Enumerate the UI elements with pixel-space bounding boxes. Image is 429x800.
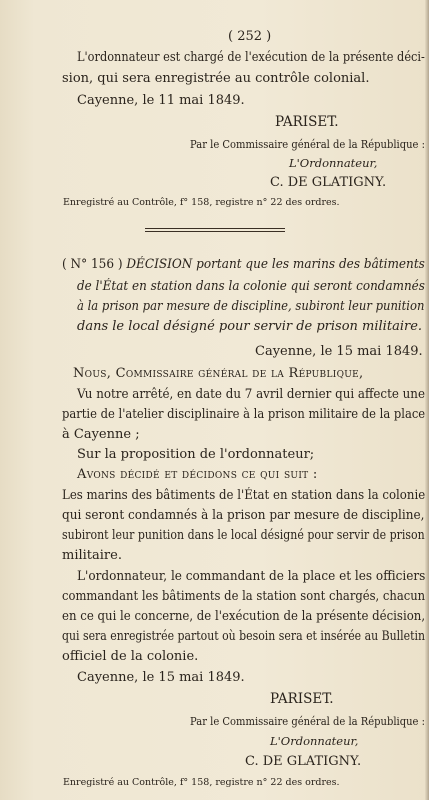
registration-note: Enregistré au Contrôle, f° 158, registre n° 22 des ordres. [63, 777, 340, 788]
decision-heading-line: de l'État en station dans la colonie qui seront condamnés [77, 279, 425, 294]
preamble: Nous, Commissaire général de la République, [73, 366, 364, 381]
article-line: militaire. [62, 548, 122, 563]
countersignature: C. DE GLATIGNY. [270, 175, 387, 190]
article-line: subiront leur punition dans le local désigné pour servir de prison [62, 528, 425, 543]
article-line: qui sera enregistrée partout où besoin sera et insérée au Bulletin [62, 629, 426, 644]
decision-heading [62, 258, 425, 271]
place-date: Cayenne, le 11 mai 1849. [77, 93, 245, 108]
text-line: Avons décidé et décidons ce qui suit : [77, 467, 318, 482]
text-line: Sur la proposition de l'ordonnateur; [77, 447, 315, 462]
text-line: sion, qui sera enregistrée au contrôle colonial. [62, 71, 370, 86]
article-line: qui seront condamnés à la prison par mesure de discipline, [62, 508, 425, 523]
signatory-role: L'Ordonnateur, [270, 734, 359, 748]
signatory-role: L'Ordonnateur, [289, 156, 378, 170]
place-date: Cayenne, le 15 mai 1849. [77, 670, 245, 685]
article-line: L'ordonnateur, le commandant de la place et les officiers [77, 569, 426, 584]
decision-heading-line: à la prison par mesure de discipline, subiront leur punition [77, 299, 425, 314]
page-number: ( 252 ) [228, 29, 272, 44]
signatory-line: Par le Commissaire général de la République : [190, 137, 425, 151]
decision-heading-line: dans le local désigné pour servir de prison militaire. [77, 319, 423, 334]
article-line: en ce qui le concerne, de l'exécution de la présente décision, [62, 609, 426, 624]
text-line: L'ordonnateur est chargé de l'exécution de la présente déci- [77, 50, 425, 65]
page-edge-shadow [425, 0, 429, 800]
text-line: partie de l'atelier disciplinaire à la prison militaire de la place [62, 407, 426, 422]
article-line: Les marins des bâtiments de l'État en station dans la colonie [62, 488, 426, 503]
decision-number: ( N° 156 ) [62, 257, 123, 272]
signature: PARISET. [270, 691, 334, 707]
signatory-line: Par le Commissaire général de la République : [190, 714, 425, 728]
article-line: commandant les bâtiments de la station sont chargés, chacun [62, 589, 426, 604]
countersignature: C. DE GLATIGNY. [245, 754, 362, 769]
article-line: officiel de la colonie. [62, 649, 199, 664]
registration-note: Enregistré au Contrôle, f° 158, registre n° 22 des ordres. [63, 197, 340, 208]
decision-title: DÉCISION portant que les marins des bâtiments [126, 257, 425, 272]
text-line: à Cayenne ; [62, 427, 140, 442]
place-date: Cayenne, le 15 mai 1849. [255, 344, 423, 359]
section-divider [145, 228, 285, 229]
signature: PARISET. [275, 114, 339, 130]
text-line: Vu notre arrêté, en date du 7 avril dernier qui affecte une [77, 387, 425, 402]
